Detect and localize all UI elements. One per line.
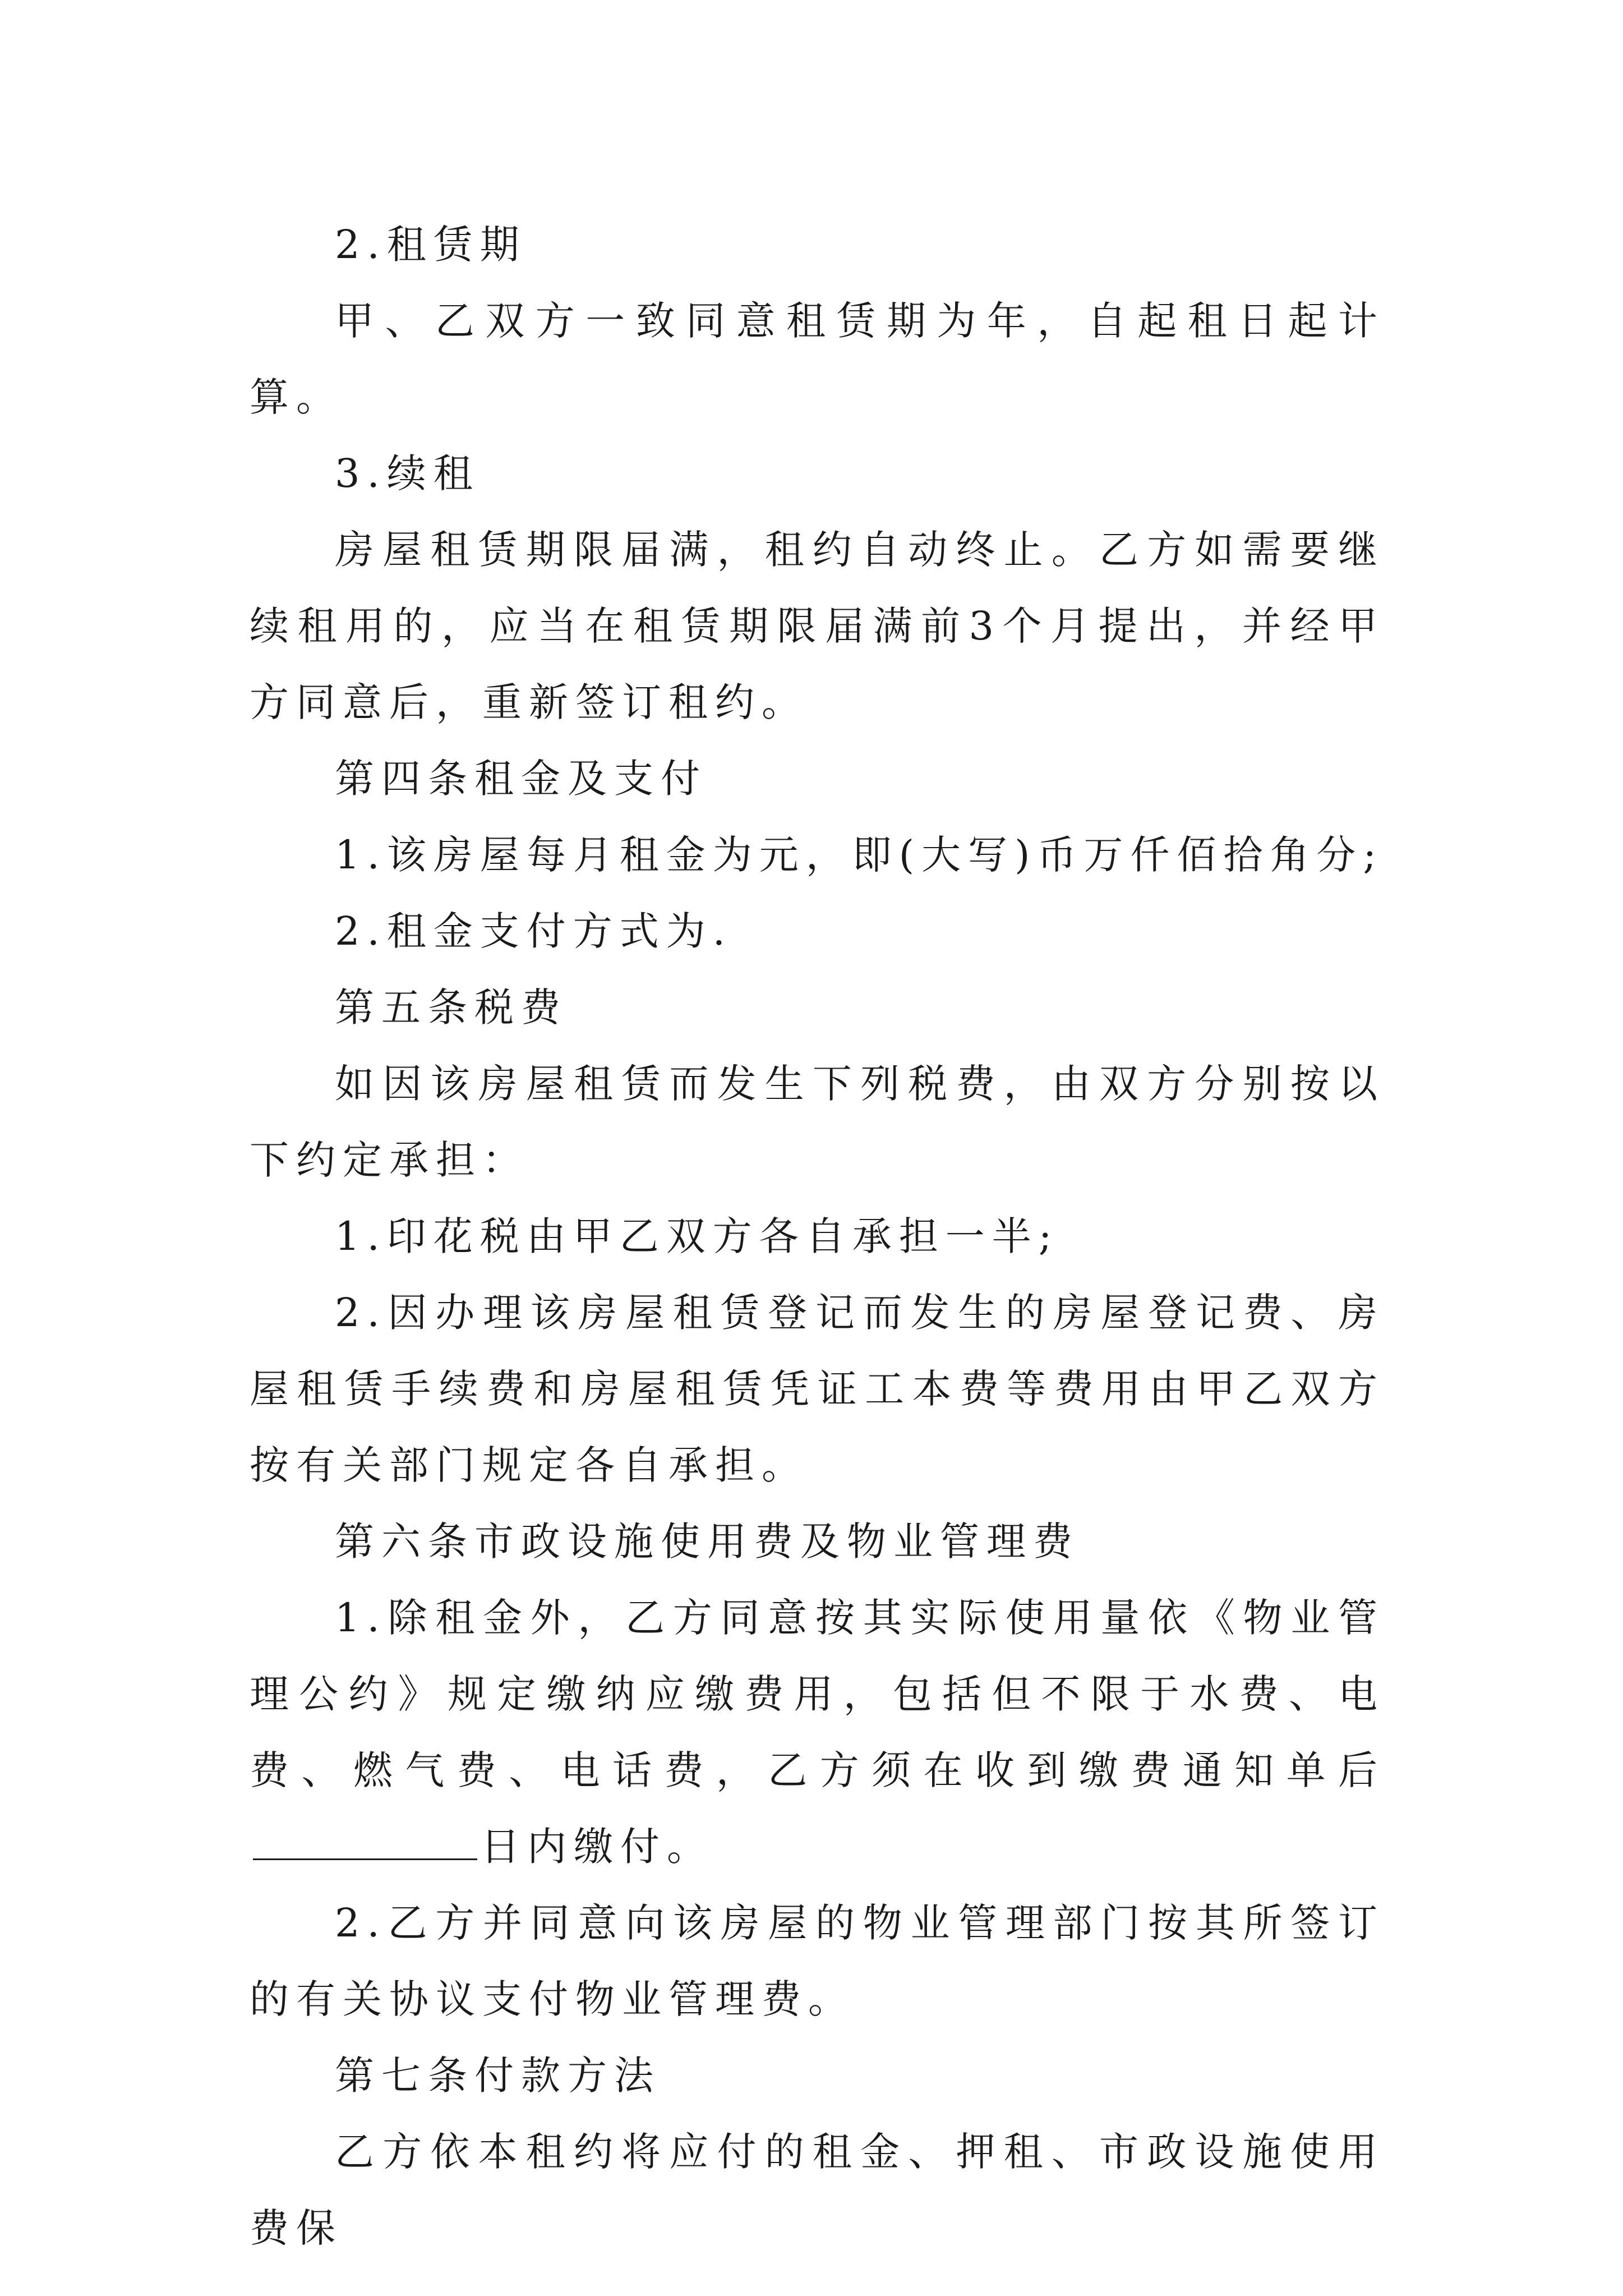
- paragraph-taxes-intro: 如因该房屋租赁而发生下列税费，由双方分别按以下约定承担：: [250, 1061, 1385, 1183]
- document-body: [250, 206, 1385, 2266]
- paragraph-utilities-text-after: 日内缴付。: [481, 1824, 713, 1870]
- paragraph-utilities-text-before: 1.除租金外，乙方同意按其实际使用量依《物业管理公约》规定缴纳应缴费用，包括但不限于水费、电费、燃气费、电话费，乙方须在收到缴费通知单后: [250, 1595, 1385, 1793]
- article-heading-taxes: 第五条税费: [335, 984, 568, 1030]
- paragraph-registration-fees: 2.因办理该房屋租赁登记而发生的房屋登记费、房屋租赁手续费和房屋租赁凭证工本费等费用由甲乙双方按有关部门规定各自承担。: [250, 1290, 1385, 1488]
- paragraph-stamp-duty: 1.印花税由甲乙双方各自承担一半;: [335, 1213, 1059, 1259]
- article-heading-rent-payment: 第四条租金及支付: [335, 756, 707, 802]
- clause-heading-renewal: 3.续租: [335, 450, 480, 496]
- paragraph-property-management: 2.乙方并同意向该房屋的物业管理部门按其所签订的有关协议支付物业管理费。: [250, 1900, 1385, 2022]
- clause-heading-lease-term: 2.租赁期: [335, 222, 527, 268]
- paragraph-payment-method: 乙方依本租约将应付的租金、押租、市政设施使用费保: [250, 2129, 1385, 2251]
- paragraph-renewal: 房屋租赁期限届满，租约自动终止。乙方如需要继续租用的，应当在租赁期限届满前3个月提出，并经甲方同意后，重新签订租约。: [250, 527, 1385, 725]
- paragraph-rent-method: 2.租金支付方式为.: [335, 908, 733, 954]
- article-heading-payment-method: 第七条付款方法: [335, 2053, 661, 2099]
- paragraph-lease-term: 甲、乙双方一致同意租赁期为年，自起租日起计算。: [250, 298, 1385, 420]
- blank-fill-line: [253, 1825, 477, 1860]
- paragraph-monthly-rent: 1.该房屋每月租金为元，即(大写)币万仟佰拾角分;: [335, 832, 1384, 878]
- article-heading-utilities: 第六条市政设施使用费及物业管理费: [335, 1519, 1080, 1565]
- paragraph-utilities: [250, 1580, 1385, 1885]
